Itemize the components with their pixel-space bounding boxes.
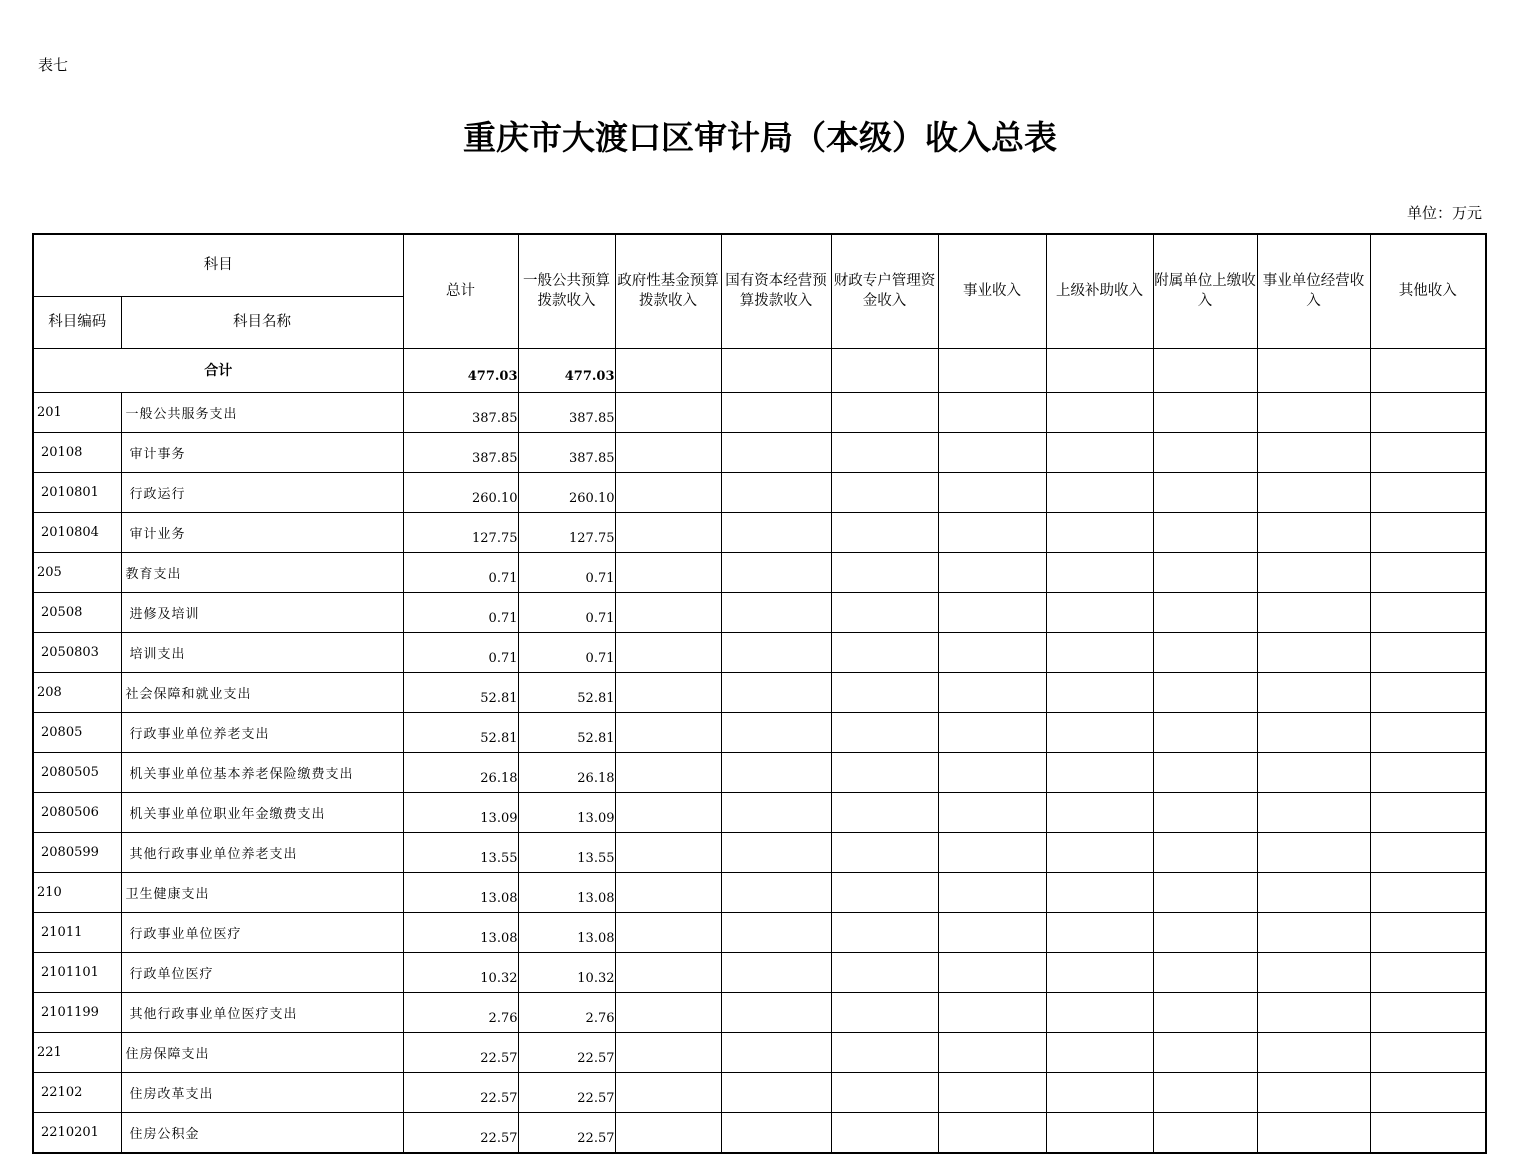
empty-cell [1153,952,1257,992]
header-business-operation: 事业单位经营收入 [1257,234,1370,348]
row-code: 2080506 [33,792,121,832]
empty-cell [1370,472,1486,512]
row-name: 行政运行 [121,472,403,512]
empty-cell [1046,472,1153,512]
empty-cell [1257,752,1370,792]
header-fiscal-special: 财政专户管理资金收入 [831,234,938,348]
empty-cell [1153,592,1257,632]
empty-cell [615,952,721,992]
row-total: 22.57 [403,1112,518,1153]
header-business: 事业收入 [938,234,1046,348]
empty-cell [831,1032,938,1072]
row-code: 2010801 [33,472,121,512]
table-row [33,1072,1486,1112]
empty-cell [1370,632,1486,672]
table-number: 表七 [38,56,69,74]
empty-cell [1153,1112,1257,1153]
row-code: 221 [33,1032,121,1072]
income-summary-table [32,233,1487,1154]
row-name: 审计事务 [121,432,403,472]
empty-cell [721,832,831,872]
row-general: 13.55 [518,832,615,872]
empty-cell [1046,392,1153,432]
empty-cell [1370,712,1486,752]
row-general: 0.71 [518,552,615,592]
empty-cell [1046,832,1153,872]
empty-cell [1046,1032,1153,1072]
empty-cell [1153,712,1257,752]
table-row [33,632,1486,672]
row-total: 0.71 [403,632,518,672]
table-row [33,872,1486,912]
row-total: 13.08 [403,912,518,952]
empty-cell [615,992,721,1032]
empty-cell [831,632,938,672]
empty-cell [831,832,938,872]
empty-cell [721,1032,831,1072]
row-general: 387.85 [518,392,615,432]
empty-cell [938,632,1046,672]
empty-cell [831,672,938,712]
empty-cell [721,512,831,552]
row-code: 20805 [33,712,121,752]
empty-cell [831,592,938,632]
empty-cell [1257,792,1370,832]
empty-cell [1046,752,1153,792]
row-name: 机关事业单位基本养老保险缴费支出 [121,752,403,792]
row-general: 10.32 [518,952,615,992]
row-general: 0.71 [518,592,615,632]
empty-cell [721,672,831,712]
empty-cell [721,432,831,472]
empty-cell [721,592,831,632]
empty-cell [1370,432,1486,472]
empty-cell [938,1032,1046,1072]
empty-cell [1370,792,1486,832]
row-total: 22.57 [403,1032,518,1072]
empty-cell [1370,1112,1486,1153]
table-row [33,552,1486,592]
table-row [33,472,1486,512]
empty-cell [1257,992,1370,1032]
empty-cell [615,552,721,592]
empty-cell [1370,672,1486,712]
empty-cell [721,952,831,992]
empty-cell [615,872,721,912]
row-total: 13.55 [403,832,518,872]
empty-cell [831,1072,938,1112]
empty-cell [1153,912,1257,952]
row-total: 2.76 [403,992,518,1032]
empty-cell [938,832,1046,872]
row-name: 社会保障和就业支出 [121,672,403,712]
empty-cell [831,952,938,992]
empty-cell [938,512,1046,552]
table-row [33,792,1486,832]
row-code: 2050803 [33,632,121,672]
empty-cell [1046,792,1153,832]
empty-cell [615,912,721,952]
row-name: 住房改革支出 [121,1072,403,1112]
empty-cell [721,712,831,752]
empty-cell [831,472,938,512]
row-name: 行政事业单位医疗 [121,912,403,952]
header-subject: 科目 [33,234,403,296]
table-row [33,1032,1486,1072]
row-code: 210 [33,872,121,912]
empty-cell [1046,992,1153,1032]
header-name: 科目名称 [121,296,403,348]
empty-cell [831,512,938,552]
row-name: 教育支出 [121,552,403,592]
empty-cell [1153,1032,1257,1072]
row-total: 52.81 [403,712,518,752]
table-row [33,432,1486,472]
empty-cell [615,752,721,792]
empty-cell [1046,432,1153,472]
empty-cell [831,792,938,832]
empty-cell [1153,472,1257,512]
empty-cell [1370,832,1486,872]
empty-cell [938,472,1046,512]
header-general-budget: 一般公共预算拨款收入 [518,234,615,348]
row-general: 13.08 [518,912,615,952]
row-general: 127.75 [518,512,615,552]
empty-cell [1046,912,1153,952]
empty-cell [615,792,721,832]
header-state-capital: 国有资本经营预算拨款收入 [721,234,831,348]
empty-cell [1257,632,1370,672]
total-row [33,348,1486,392]
empty-cell [831,872,938,912]
empty-cell [1370,992,1486,1032]
empty-cell [1257,672,1370,712]
row-code: 21011 [33,912,121,952]
empty-cell [615,512,721,552]
empty-cell [938,992,1046,1032]
empty-cell [938,432,1046,472]
row-general: 387.85 [518,432,615,472]
empty-cell [1153,792,1257,832]
row-total: 10.32 [403,952,518,992]
empty-cell [938,1072,1046,1112]
empty-cell [615,1032,721,1072]
empty-cell [1257,872,1370,912]
row-general: 260.10 [518,472,615,512]
row-code: 2080505 [33,752,121,792]
empty-cell [831,752,938,792]
row-general: 52.81 [518,672,615,712]
empty-cell [615,432,721,472]
empty-cell [615,392,721,432]
empty-cell [1370,592,1486,632]
table-row [33,592,1486,632]
table-row [33,832,1486,872]
empty-cell [938,912,1046,952]
table-row [33,512,1486,552]
empty-cell [615,1072,721,1112]
empty-cell [1257,552,1370,592]
empty-cell [721,752,831,792]
row-general: 2.76 [518,992,615,1032]
total-total: 477.03 [403,348,518,392]
empty-cell [1153,392,1257,432]
empty-cell [721,472,831,512]
table-row [33,992,1486,1032]
empty-cell [1153,832,1257,872]
empty-cell [721,912,831,952]
empty-cell [1370,952,1486,992]
empty-cell [938,672,1046,712]
empty-cell [831,432,938,472]
row-total: 13.08 [403,872,518,912]
empty-cell [721,632,831,672]
empty-cell [1370,872,1486,912]
empty-cell [1046,952,1153,992]
empty-cell [1370,512,1486,552]
empty-cell [1046,512,1153,552]
empty-cell [1257,432,1370,472]
empty-cell [1370,552,1486,592]
empty-cell [1370,1032,1486,1072]
empty-cell [615,712,721,752]
row-code: 2080599 [33,832,121,872]
empty-cell [1153,432,1257,472]
header-total: 总计 [403,234,518,348]
empty-cell [721,872,831,912]
empty-cell [1153,632,1257,672]
row-total: 127.75 [403,512,518,552]
row-total: 0.71 [403,552,518,592]
row-name: 其他行政事业单位养老支出 [121,832,403,872]
empty-cell [1370,912,1486,952]
row-total: 26.18 [403,752,518,792]
empty-cell [1257,392,1370,432]
empty-cell [1257,592,1370,632]
header-gov-fund: 政府性基金预算拨款收入 [615,234,721,348]
empty-cell [1257,952,1370,992]
empty-cell [1257,912,1370,952]
row-general: 0.71 [518,632,615,672]
row-code: 205 [33,552,121,592]
empty-cell [831,392,938,432]
table-row [33,712,1486,752]
empty-cell [1046,592,1153,632]
row-total: 13.09 [403,792,518,832]
empty-cell [615,672,721,712]
header-other: 其他收入 [1370,234,1486,348]
empty-cell [1257,512,1370,552]
row-general: 22.57 [518,1112,615,1153]
empty-cell [831,1112,938,1153]
empty-cell [938,392,1046,432]
row-code: 2101199 [33,992,121,1032]
row-code: 22102 [33,1072,121,1112]
row-general: 22.57 [518,1072,615,1112]
row-code: 208 [33,672,121,712]
empty-cell [1153,512,1257,552]
row-name: 行政单位医疗 [121,952,403,992]
row-general: 22.57 [518,1032,615,1072]
empty-cell [1370,1072,1486,1112]
empty-cell [1046,872,1153,912]
row-total: 260.10 [403,472,518,512]
empty-cell [1046,1072,1153,1112]
row-total: 387.85 [403,392,518,432]
page-title: 重庆市大渡口区审计局（本级）收入总表 [463,118,1057,157]
header-affiliated: 附属单位上缴收入 [1153,234,1257,348]
empty-cell [1257,712,1370,752]
empty-cell [938,872,1046,912]
empty-cell [1257,832,1370,872]
empty-cell [1153,672,1257,712]
row-code: 2101101 [33,952,121,992]
empty-cell [615,1112,721,1153]
row-name: 住房保障支出 [121,1032,403,1072]
empty-cell [615,632,721,672]
row-name: 进修及培训 [121,592,403,632]
header-superior-subsidy: 上级补助收入 [1046,234,1153,348]
empty-cell [1046,1112,1153,1153]
row-name: 培训支出 [121,632,403,672]
row-name: 行政事业单位养老支出 [121,712,403,752]
empty-cell [938,1112,1046,1153]
row-code: 20108 [33,432,121,472]
row-name: 住房公积金 [121,1112,403,1153]
row-name: 审计业务 [121,512,403,552]
row-name: 其他行政事业单位医疗支出 [121,992,403,1032]
empty-cell [615,472,721,512]
row-code: 20508 [33,592,121,632]
empty-cell [1046,632,1153,672]
empty-cell [1153,552,1257,592]
empty-cell [831,552,938,592]
empty-cell [721,792,831,832]
row-total: 0.71 [403,592,518,632]
empty-cell [721,992,831,1032]
empty-cell [938,952,1046,992]
empty-cell [831,712,938,752]
empty-cell [938,592,1046,632]
empty-cell [1370,752,1486,792]
empty-cell [721,552,831,592]
table-row [33,752,1486,792]
empty-cell [1257,1072,1370,1112]
empty-cell [1046,672,1153,712]
table-row [33,672,1486,712]
row-general: 26.18 [518,752,615,792]
empty-cell [1153,872,1257,912]
empty-cell [1153,992,1257,1032]
row-total: 387.85 [403,432,518,472]
empty-cell [721,1072,831,1112]
empty-cell [938,792,1046,832]
empty-cell [1046,552,1153,592]
empty-cell [1257,472,1370,512]
row-code: 2210201 [33,1112,121,1153]
row-general: 13.09 [518,792,615,832]
row-general: 13.08 [518,872,615,912]
unit-label: 单位：万元 [1406,204,1482,222]
row-general: 52.81 [518,712,615,752]
table-row [33,1112,1486,1153]
table-row [33,912,1486,952]
empty-cell [938,752,1046,792]
empty-cell [1370,392,1486,432]
empty-cell [1257,1032,1370,1072]
total-label: 合计 [33,348,403,392]
empty-cell [1153,1072,1257,1112]
row-total: 52.81 [403,672,518,712]
row-name: 机关事业单位职业年金缴费支出 [121,792,403,832]
empty-cell [938,712,1046,752]
empty-cell [615,832,721,872]
empty-cell [831,992,938,1032]
total-general: 477.03 [518,348,615,392]
empty-cell [1153,752,1257,792]
table-row [33,952,1486,992]
header-code: 科目编码 [33,296,121,348]
row-code: 2010804 [33,512,121,552]
empty-cell [1257,1112,1370,1153]
row-name: 卫生健康支出 [121,872,403,912]
empty-cell [615,592,721,632]
table-row [33,392,1486,432]
row-code: 201 [33,392,121,432]
empty-cell [938,552,1046,592]
row-total: 22.57 [403,1072,518,1112]
empty-cell [1046,712,1153,752]
empty-cell [721,392,831,432]
row-name: 一般公共服务支出 [121,392,403,432]
empty-cell [721,1112,831,1153]
empty-cell [831,912,938,952]
